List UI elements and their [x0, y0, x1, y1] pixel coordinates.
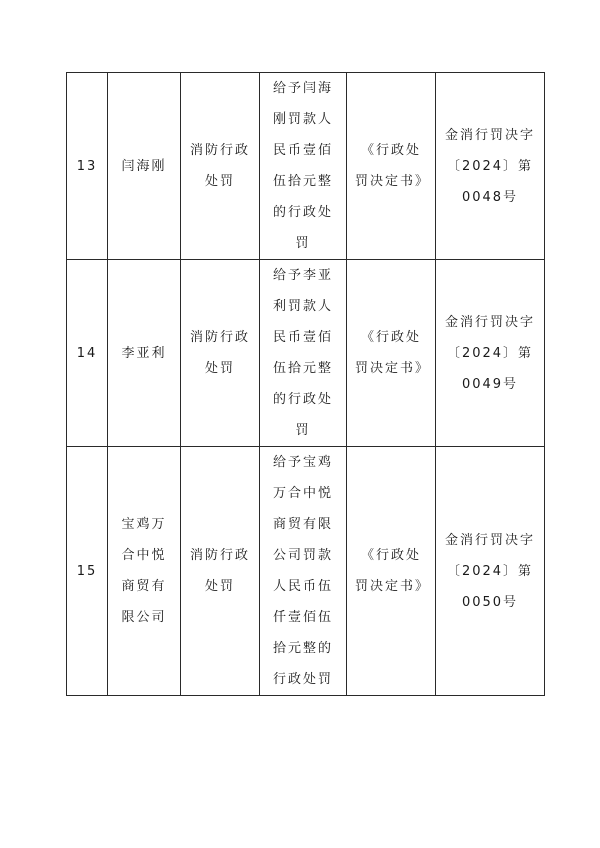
document-number: 金消行罚决字〔2024〕第0050号	[436, 447, 545, 696]
party-name: 宝鸡万合中悦商贸有限公司	[108, 447, 181, 696]
penalty-type: 消防行政处罚	[181, 73, 260, 260]
row-number: 15	[67, 447, 108, 696]
party-name: 李亚利	[108, 260, 181, 447]
table-row	[67, 73, 545, 260]
penalty-content: 给予李亚利罚款人民币壹佰伍拾元整的行政处罚	[260, 260, 347, 447]
table-row	[67, 260, 545, 447]
document-number: 金消行罚决字〔2024〕第0049号	[436, 260, 545, 447]
document-name: 《行政处罚决定书》	[347, 447, 436, 696]
document-name: 《行政处罚决定书》	[347, 260, 436, 447]
penalty-table	[66, 72, 545, 696]
party-name: 闫海刚	[108, 73, 181, 260]
penalty-content: 给予宝鸡万合中悦商贸有限公司罚款人民币伍仟壹佰伍拾元整的行政处罚	[260, 447, 347, 696]
document-name: 《行政处罚决定书》	[347, 73, 436, 260]
row-number: 14	[67, 260, 108, 447]
penalty-type: 消防行政处罚	[181, 260, 260, 447]
penalty-type: 消防行政处罚	[181, 447, 260, 696]
table-row	[67, 447, 545, 696]
document-number: 金消行罚决字〔2024〕第0048号	[436, 73, 545, 260]
penalty-content: 给予闫海刚罚款人民币壹佰伍拾元整的行政处罚	[260, 73, 347, 260]
row-number: 13	[67, 73, 108, 260]
